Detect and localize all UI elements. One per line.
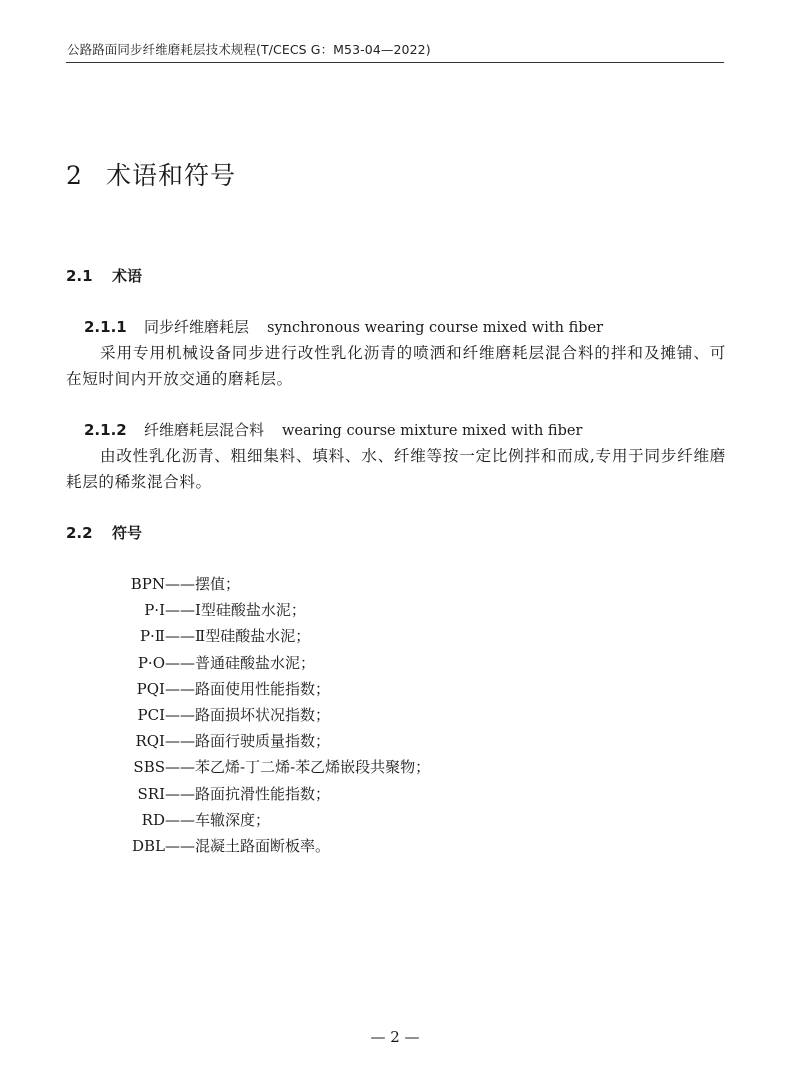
symbol-code: BPN xyxy=(130,575,165,593)
symbol-description: ——路面使用性能指数； xyxy=(165,679,331,698)
term-chinese: 纤维磨耗层混合料 xyxy=(144,421,265,439)
symbol-description: ——路面行驶质量指数； xyxy=(165,732,331,751)
symbol-code: SBS xyxy=(133,758,165,777)
symbol-code: PQI xyxy=(136,679,165,698)
running-header: 公路路面同步纤维磨耗层技术规程(T/CECS G：M53-04—2022) xyxy=(67,42,431,57)
header-divider xyxy=(66,62,724,63)
chapter-title-text: 术语和符号 xyxy=(106,161,237,190)
symbol-code: SRI xyxy=(137,784,165,803)
symbol-description: ——摆值； xyxy=(165,575,241,593)
symbol-description: ——苯乙烯-丁二烯-苯乙烯嵌段共聚物； xyxy=(165,758,431,777)
symbol-code: RQI xyxy=(135,732,165,751)
chapter-title xyxy=(66,156,236,192)
term-definition-2-1-1: 采用专用机械设备同步进行改性乳化沥青的喷洒和纤维磨耗层混合料的拌和及摊铺、可在短时间内开放交通的磨耗层。 xyxy=(66,344,726,388)
symbol-item xyxy=(66,623,486,649)
section-title: 符号 xyxy=(112,524,143,542)
section-heading-terms xyxy=(66,265,142,286)
section-heading-symbols xyxy=(66,522,142,543)
symbol-item xyxy=(66,571,486,597)
section-number: 2.1 xyxy=(66,267,93,285)
symbol-code: P·Ⅱ xyxy=(139,627,165,646)
symbol-item xyxy=(66,676,486,702)
symbol-description: ——车辙深度； xyxy=(165,810,271,829)
symbol-code: DBL xyxy=(131,836,165,855)
symbol-item xyxy=(66,781,486,807)
symbol-item xyxy=(66,597,486,623)
term-definition-2-1-2: 由改性乳化沥青、粗细集料、填料、水、纤维等按一定比例拌和而成,专用于同步纤维磨耗层的稀浆混合料。 xyxy=(66,447,726,491)
symbol-code: P·O xyxy=(137,653,165,672)
section-title: 术语 xyxy=(112,267,143,285)
symbol-item xyxy=(66,833,486,859)
symbol-list xyxy=(66,571,486,859)
symbol-description: ——普通硅酸盐水泥； xyxy=(165,653,316,672)
term-chinese: 同步纤维磨耗层 xyxy=(144,318,250,336)
symbol-description: ——路面损坏状况指数； xyxy=(165,705,331,724)
term-heading-2-1-1 xyxy=(84,316,603,337)
term-english: wearing course mixture mixed with fiber xyxy=(282,423,583,439)
symbol-code: PCI xyxy=(137,705,165,724)
symbol-description: ——混凝土路面断板率。 xyxy=(165,836,331,855)
symbol-item xyxy=(66,650,486,676)
term-number: 2.1.2 xyxy=(84,421,127,439)
symbol-code: P·Ⅰ xyxy=(144,601,165,620)
symbol-item xyxy=(66,807,486,833)
symbol-description: ——Ⅰ型硅酸盐水泥； xyxy=(165,601,306,620)
page-number: — 2 — xyxy=(370,1028,420,1046)
term-number: 2.1.1 xyxy=(84,318,127,336)
section-number: 2.2 xyxy=(66,524,93,542)
symbol-item xyxy=(66,754,486,780)
term-heading-2-1-2 xyxy=(84,419,582,440)
symbol-description: ——路面抗滑性能指数； xyxy=(165,784,331,803)
symbol-code: RD xyxy=(141,810,165,829)
symbol-item xyxy=(66,728,486,754)
symbol-description: ——Ⅱ型硅酸盐水泥； xyxy=(165,627,311,646)
symbol-item xyxy=(66,702,486,728)
chapter-number: 2 xyxy=(66,161,83,190)
term-english: synchronous wearing course mixed with fiber xyxy=(267,320,604,336)
